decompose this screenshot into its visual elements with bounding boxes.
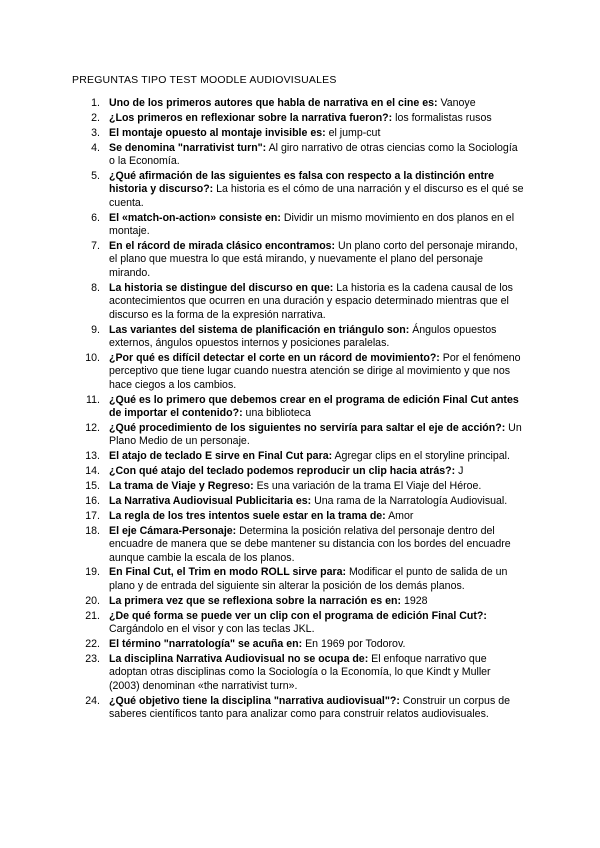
question-number: 3.: [91, 126, 100, 139]
question-text: El «match-on-action» consiste en:: [109, 211, 281, 224]
question-item: [72, 112, 524, 125]
question-item: [72, 422, 524, 449]
question-text: El término "narratología" se acuña en:: [109, 637, 303, 650]
document-title: PREGUNTAS TIPO TEST MOODLE AUDIOVISUALES: [72, 74, 337, 86]
question-text: ¿Qué objetivo tiene la disciplina "narrativa audiovisual"?:: [109, 694, 400, 707]
question-text: ¿Qué es lo primero que debemos crear en el programa de edición Final Cut antes de importar el contenido?:: [109, 393, 519, 419]
answer-text: Modificar el punto de salida de un plano y de entrada del siguiente sin alterar la posición de los demás planos.: [109, 566, 508, 592]
question-text: La regla de los tres intentos suele estar en la trama de:: [109, 509, 386, 522]
question-text: La historia se distingue del discurso en que:: [109, 281, 334, 294]
question-item: [72, 240, 524, 280]
answer-text: Un Plano Medio de un personaje.: [109, 421, 522, 448]
question-text: La trama de Viaje y Regreso:: [109, 479, 254, 492]
question-number: 20.: [85, 594, 100, 607]
question-item: [72, 97, 524, 110]
question-text: Uno de los primeros autores que habla de narrativa en el cine es:: [109, 97, 438, 109]
question-item: [72, 653, 524, 693]
question-number: 13.: [85, 450, 100, 463]
question-text: Las variantes del sistema de planificación en triángulo son:: [109, 323, 410, 336]
question-item: [72, 142, 524, 169]
answer-text: Es una variación de la trama El Viaje del Héroe.: [253, 479, 482, 492]
question-number: 6.: [91, 211, 100, 224]
answer-text: Vanoye: [437, 97, 476, 109]
question-text: Se denomina "narrativist turn":: [109, 141, 267, 154]
question-item: [72, 394, 524, 421]
answer-text: La historia es el cómo de una narración y el discurso es el qué se cuenta.: [109, 183, 524, 209]
question-item: [72, 127, 524, 140]
answer-text: Determina la posición relativa del personaje dentro del encuadre de manera que se debe mantener su distancia con los bordes del encuadre aunque cambie la escala de los planos.: [109, 524, 511, 564]
question-number: 23.: [85, 652, 100, 665]
question-number: 7.: [91, 240, 100, 253]
question-text: En el rácord de mirada clásico encontramos:: [109, 240, 336, 253]
question-text: La Narrativa Audiovisual Publicitaria es:: [109, 494, 312, 507]
question-number: 18.: [85, 524, 100, 537]
question-item: [72, 480, 524, 493]
question-text: ¿Por qué es difícil detectar el corte en un rácord de movimiento?:: [109, 351, 440, 364]
answer-text: 1928: [401, 594, 428, 607]
question-list: [72, 97, 524, 723]
answer-text: Al giro narrativo de otras ciencias como la Sociología o la Economía.: [109, 141, 518, 168]
question-number: 14.: [85, 465, 100, 478]
question-number: 2.: [91, 111, 100, 124]
answer-text: Amor: [385, 509, 414, 522]
question-item: [72, 324, 524, 351]
question-text: ¿Qué afirmación de las siguientes es falsa con respecto a la distinción entre historia y discurso?:: [109, 170, 495, 196]
question-item: [72, 695, 524, 722]
question-item: [72, 638, 524, 651]
question-item: [72, 450, 524, 463]
question-item: [72, 282, 524, 322]
answer-text: El enfoque narrativo que adoptan otras disciplinas como la Sociología o la Economía, lo que Kindt y Muller (2003) denominan «the narrativist turn».: [109, 652, 491, 692]
question-number: 15.: [85, 479, 100, 492]
question-text: El eje Cámara-Personaje:: [109, 524, 237, 537]
question-item: [72, 566, 524, 593]
question-number: 21.: [85, 609, 100, 622]
answer-text: una biblioteca: [242, 406, 311, 419]
question-number: 22.: [85, 637, 100, 650]
question-text: La disciplina Narrativa Audiovisual no se ocupa de:: [109, 652, 369, 665]
question-number: 12.: [85, 421, 100, 434]
answer-text: Un plano corto del personaje mirando, el plano que muestra lo que está mirando, y nuevamente el plano del personaje mirando.: [109, 240, 518, 279]
question-text: ¿De qué forma se puede ver un clip con el programa de edición Final Cut?:: [109, 609, 487, 622]
answer-text: En 1969 por Todorov.: [302, 637, 406, 650]
answer-text: J: [455, 465, 464, 478]
question-number: 1.: [91, 97, 100, 109]
answer-text: Por el fenómeno perceptivo que tiene lugar cuando nuestra atención se dirige al movimiento y que nos hace ciegos a los cambios.: [109, 351, 521, 391]
question-text: ¿Qué procedimiento de los siguientes no serviría para saltar el eje de acción?:: [109, 421, 506, 434]
question-item: [72, 610, 524, 637]
question-item: [72, 525, 524, 565]
question-item: [72, 212, 524, 239]
question-item: [72, 510, 524, 523]
question-number: 16.: [85, 494, 100, 507]
question-text: El atajo de teclado E sirve en Final Cut para:: [109, 450, 333, 463]
question-number: 4.: [91, 141, 100, 154]
question-item: [72, 465, 524, 478]
answer-text: Cargándolo en el visor y con las teclas JKL.: [109, 623, 315, 636]
question-text: ¿Con qué atajo del teclado podemos reproducir un clip hacia atrás?:: [109, 465, 456, 478]
question-text: La primera vez que se reflexiona sobre la narración es en:: [109, 594, 402, 607]
question-text: En Final Cut, el Trim en modo ROLL sirve para:: [109, 566, 347, 579]
answer-text: los formalistas rusos: [392, 111, 492, 124]
question-item: [72, 170, 524, 210]
answer-text: Ángulos opuestos externos, ángulos opuestos internos y posiciones paralelas.: [109, 323, 497, 349]
question-text: ¿Los primeros en reflexionar sobre la narrativa fueron?:: [109, 111, 393, 124]
question-number: 11.: [86, 393, 100, 406]
question-number: 10.: [85, 351, 100, 364]
answer-text: el jump-cut: [325, 126, 381, 139]
question-number: 19.: [85, 566, 100, 579]
question-number: 17.: [85, 509, 100, 522]
answer-text: Una rama de la Narratología Audiovisual.: [311, 494, 508, 507]
answer-text: Dividir un mismo movimiento en dos planos en el montaje.: [109, 211, 515, 238]
question-number: 8.: [91, 281, 100, 294]
answer-text: Agregar clips en el storyline principal.: [332, 450, 510, 463]
question-item: [72, 495, 524, 508]
question-item: [72, 595, 524, 608]
question-number: 9.: [91, 323, 100, 336]
question-number: 5.: [91, 170, 100, 183]
question-text: El montaje opuesto al montaje invisible es:: [109, 126, 326, 139]
answer-text: Construir un corpus de saberes científicos tanto para analizar como para construir relatos audiovisuales.: [109, 694, 510, 720]
answer-text: La historia es la cadena causal de los acontecimientos que ocurren en una duración y espacio determinado mientras que el discurso es la forma de la expresión narrativa.: [109, 281, 513, 321]
question-item: [72, 352, 524, 392]
question-number: 24.: [85, 694, 100, 707]
